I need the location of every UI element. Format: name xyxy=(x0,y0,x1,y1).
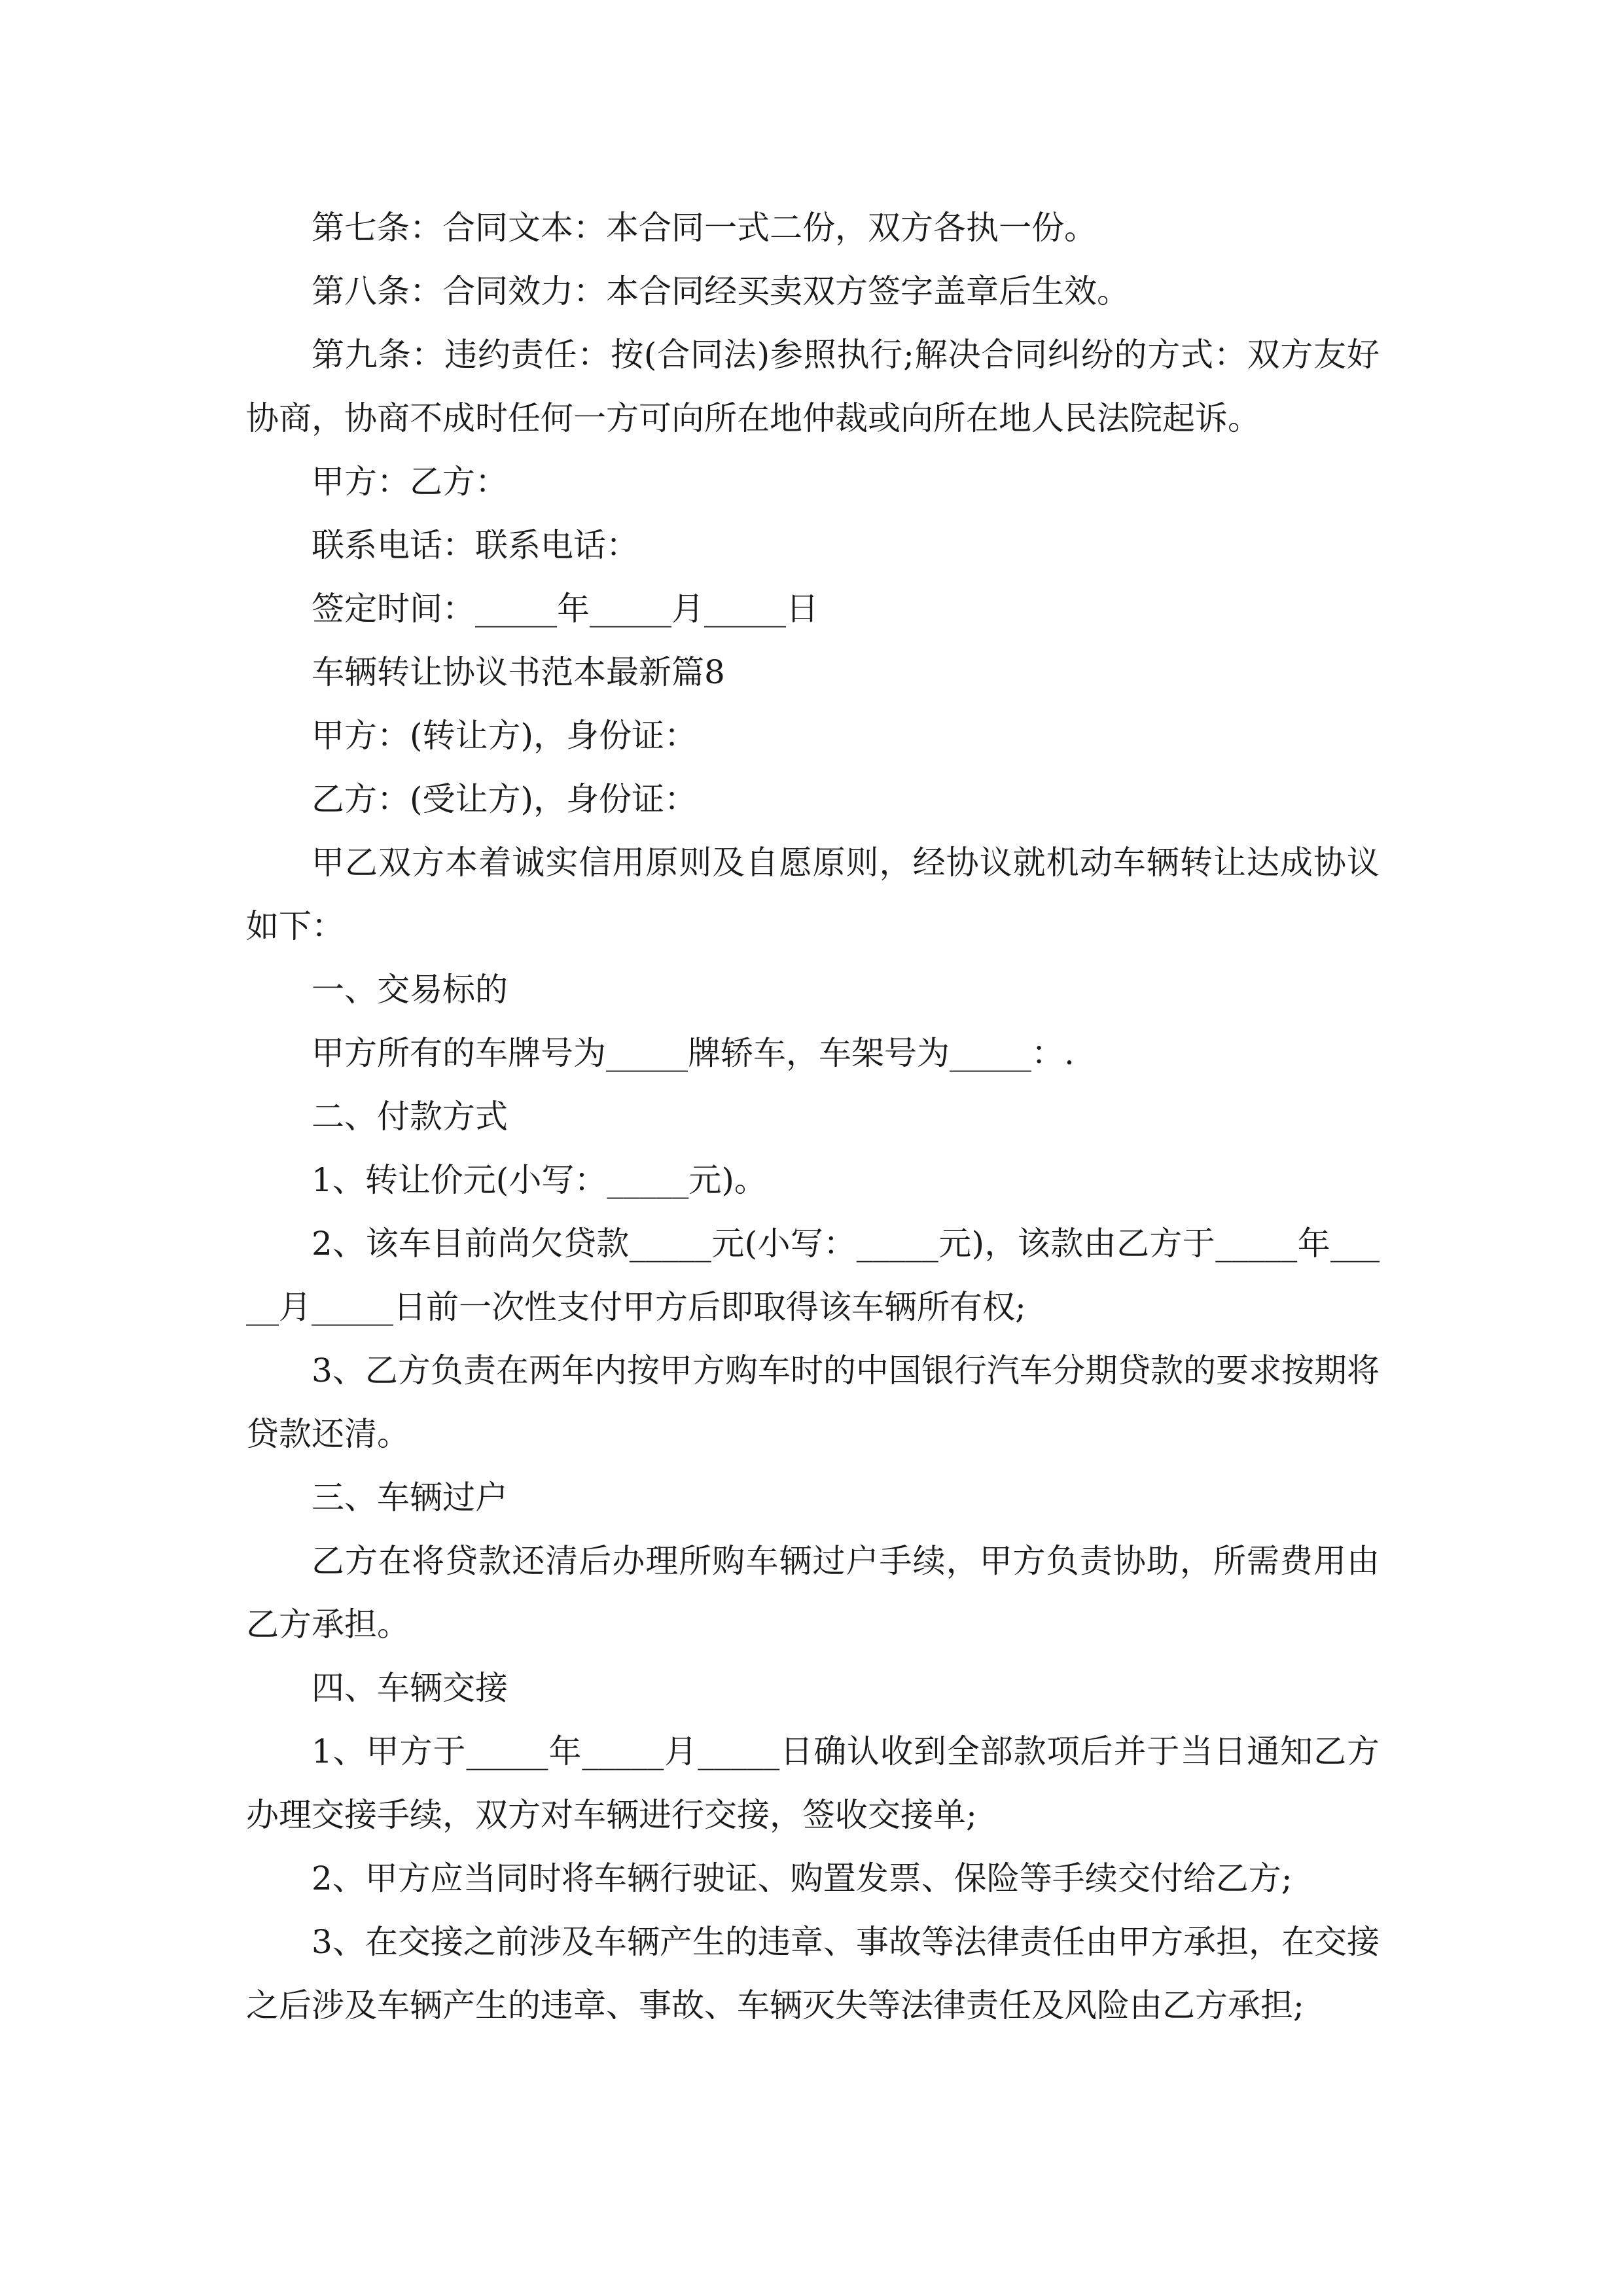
heading-transaction-subject: 一、交易标的 xyxy=(312,971,508,1009)
clause-7-paragraph: 第七条：合同文本：本合同一式二份，双方各执一份。 xyxy=(312,209,1097,247)
signing-date-line: 签定时间：_____年_____月_____日 xyxy=(312,590,819,628)
transaction-subject-paragraph: 甲方所有的车牌号为_____牌轿车，车架号为_____：. xyxy=(312,1034,1075,1072)
handover-item-2: 2、甲方应当同时将车辆行驶证、购置发票、保险等手续交付给乙方; xyxy=(312,1859,1293,1897)
vehicle-transfer-paragraph: 乙方在将贷款还清后办理所购车辆过户手续，甲方负责协助，所需费用由乙方承担。 xyxy=(246,1542,1380,1643)
document-body xyxy=(246,196,1380,2037)
clause-8-paragraph: 第八条：合同效力：本合同经买卖双方签字盖章后生效。 xyxy=(312,272,1130,310)
handover-item-3: 3、在交接之前涉及车辆产生的违章、事故等法律责任由甲方承担，在交接之后涉及车辆产生的违章、事故、车辆灭失等法律责任及风险由乙方承担; xyxy=(246,1923,1380,2024)
heading-payment-method: 二、付款方式 xyxy=(312,1098,508,1136)
payment-item-1: 1、转让价元(小写：_____元)。 xyxy=(312,1161,767,1199)
party-a-line: 甲方：(转让方)，身份证： xyxy=(312,717,698,755)
payment-item-3: 3、乙方负责在两年内按甲方购车时的中国银行汽车分期贷款的要求按期将贷款还清。 xyxy=(246,1352,1380,1453)
party-b-line: 乙方：(受让方)，身份证： xyxy=(312,780,698,818)
contact-phone-line: 联系电话：联系电话： xyxy=(312,526,639,564)
clause-9-paragraph: 第九条：违约责任：按(合同法)参照执行;解决合同纠纷的方式：双方友好协商，协商不成时任何一方可向所在地仲裁或向所在地人民法院起诉。 xyxy=(246,336,1380,437)
section-title: 车辆转让协议书范本最新篇8 xyxy=(312,653,725,691)
preamble-paragraph: 甲乙双方本着诚实信用原则及自愿原则，经协议就机动车辆转让达成协议如下： xyxy=(246,844,1380,945)
heading-vehicle-transfer: 三、车辆过户 xyxy=(312,1479,508,1516)
party-signature-line: 甲方：乙方： xyxy=(312,463,508,501)
payment-item-2: 2、该车目前尚欠贷款_____元(小写：_____元)，该款由乙方于_____年_____月_____日前一次性支付甲方后即取得该车辆所有权; xyxy=(246,1225,1380,1326)
heading-vehicle-handover: 四、车辆交接 xyxy=(312,1669,508,1707)
handover-item-1: 1、甲方于_____年_____月_____日确认收到全部款项后并于当日通知乙方办理交接手续，双方对车辆进行交接，签收交接单; xyxy=(246,1732,1380,1834)
